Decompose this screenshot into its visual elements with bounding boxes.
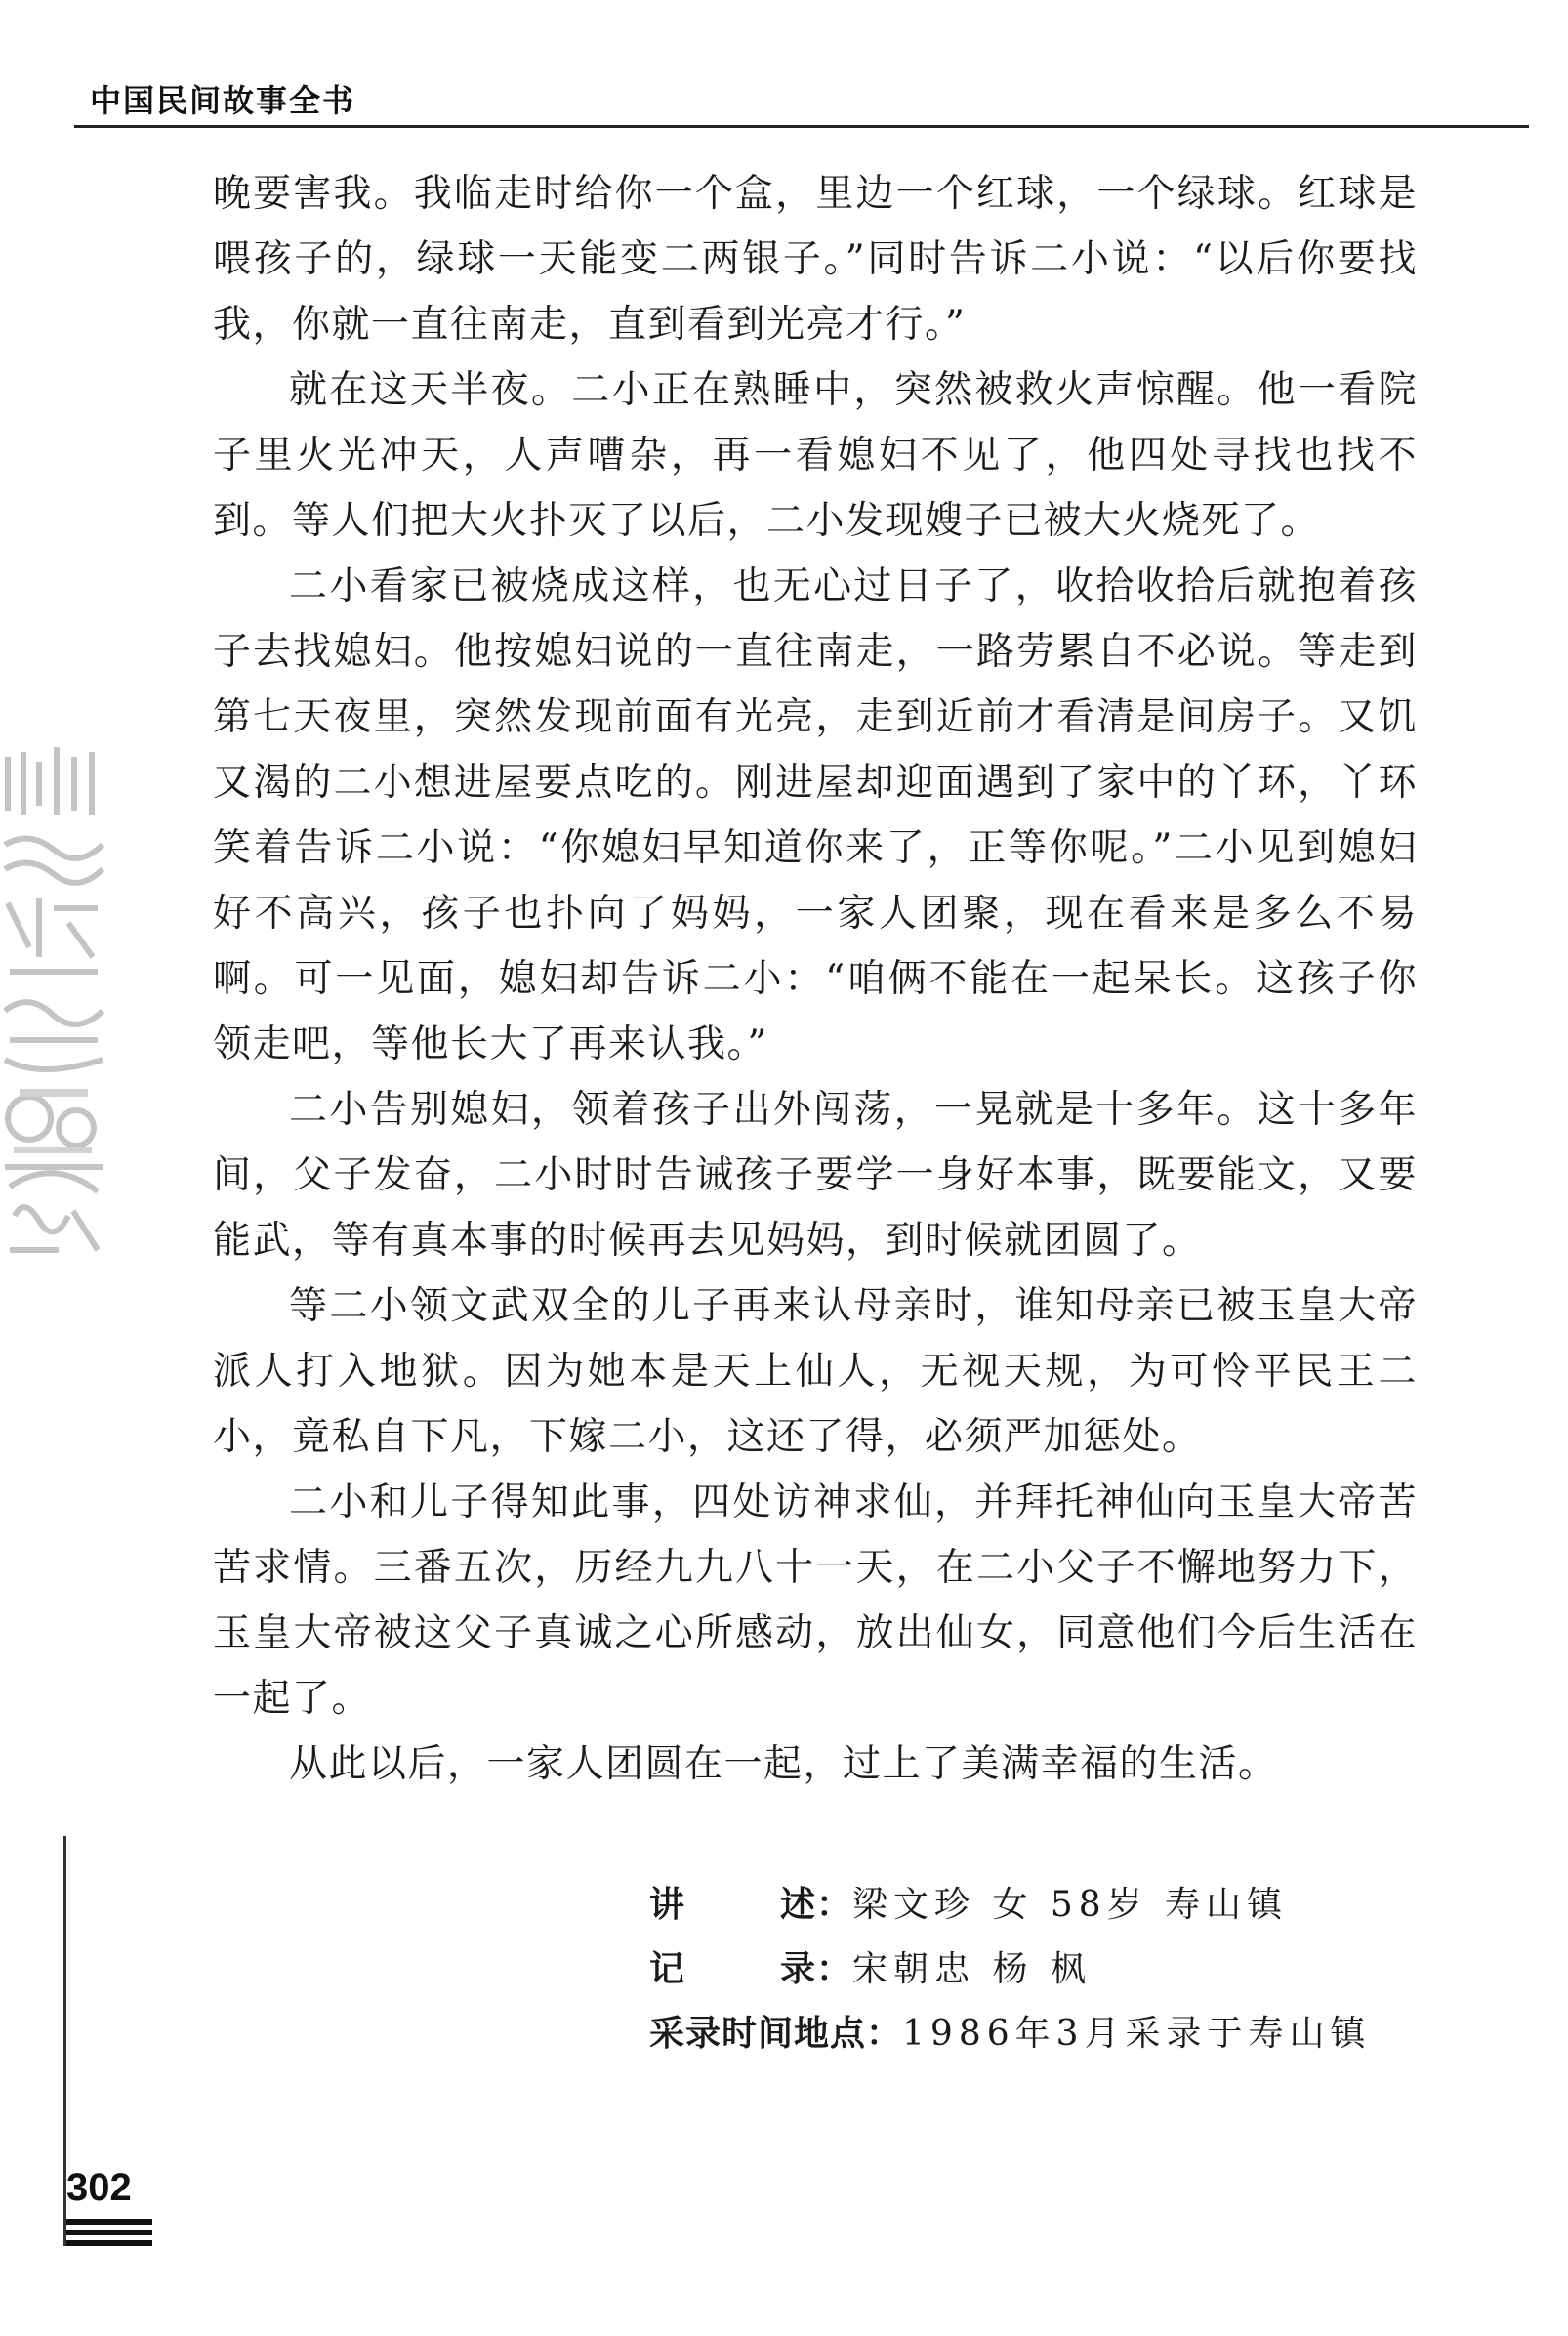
credit-time-place-value: 1986年3月采录于寿山镇: [902, 2014, 1372, 2054]
credit-narrator: [649, 1873, 1430, 1938]
credit-recorder-value: 宋朝忠 杨 枫: [852, 1949, 1092, 1989]
footer-bars: [66, 2219, 152, 2251]
story-paragraph-3: 二小看家已被烧成这样，也无心过日子了，收拾收拾后就抱着孩子去找媳妇。他按媳妇说的一直往南走，一路劳累自不必说。等走到第七天夜里，突然发现前面有光亮，走到近前才看清是间房子。又饥又渴的二小想进屋要点吃的。刚进屋却迎面遇到了家中的丫环，丫环笑着告诉二小说：“你媳妇早知道你来了，正等你呢。”二小见到媳妇好不高兴，孩子也扑向了妈妈，一家人团聚，现在看来是多么不易啊。可一见面，媳妇却告诉二小：“咱俩不能在一起呆长。这孩子你领走吧，等他长大了再来认我。”: [213, 564, 1418, 1066]
credit-time-place-label: 采录时间地点：: [649, 2014, 903, 2054]
story-paragraph-7: 从此以后，一家人团圆在一起，过上了美满幸福的生活。: [289, 1742, 1278, 1786]
side-ornament-decoration: [0, 737, 109, 1270]
credit-narrator-label: 讲 述：: [649, 1885, 852, 1925]
credit-recorder-label: 记 录：: [649, 1949, 852, 1989]
running-header-book-title: 中国民间故事全书: [90, 82, 356, 119]
header-rule: [74, 125, 1529, 128]
credit-time-place: [649, 2002, 1430, 2066]
story-paragraph-6: 二小和儿子得知此事，四处访神求仙，并拜托神仙向玉皇大帝苦苦求情。三番五次，历经九九八十一天，在二小父子不懈地努力下，玉皇大帝被这父子真诚之心所感动，放出仙女，同意他们今后生活在一起了。: [213, 1481, 1418, 1721]
story-paragraph-5: 等二小领文武双全的儿子再来认母亲时，谁知母亲已被玉皇大帝派人打入地狱。因为她本是天上仙人，无视天规，为可怜平民王二小，竟私自下凡，下嫁二小，这还了得，必须严加惩处。: [213, 1284, 1418, 1459]
credit-narrator-value: 梁文珍 女 58岁 寿山镇: [852, 1885, 1289, 1925]
story-paragraph-2: 就在这天半夜。二小正在熟睡中，突然被救火声惊醒。他一看院子里火光冲天，人声嘈杂，再一看媳妇不见了，他四处寻找也找不到。等人们把大火扑灭了以后，二小发现嫂子已被大火烧死了。: [213, 368, 1418, 543]
story-body: [213, 161, 1418, 1797]
story-paragraph-4: 二小告别媳妇，领着孩子出外闯荡，一晃就是十多年。这十多年间，父子发奋，二小时时告诫孩子要学一身好本事，既要能文，又要能武，等有真本事的时候再去见妈妈，到时候就团圆了。: [213, 1088, 1418, 1263]
story-credits: [649, 1873, 1430, 2066]
story-paragraph-1: 晚要害我。我临走时给你一个盒，里边一个红球，一个绿球。红球是喂孩子的，绿球一天能变二两银子。”同时告诉二小说：“以后你要找我，你就一直往南走，直到看到光亮才行。”: [213, 172, 1418, 347]
page-number: 302: [66, 2166, 132, 2209]
credit-recorder: [649, 1938, 1430, 2002]
